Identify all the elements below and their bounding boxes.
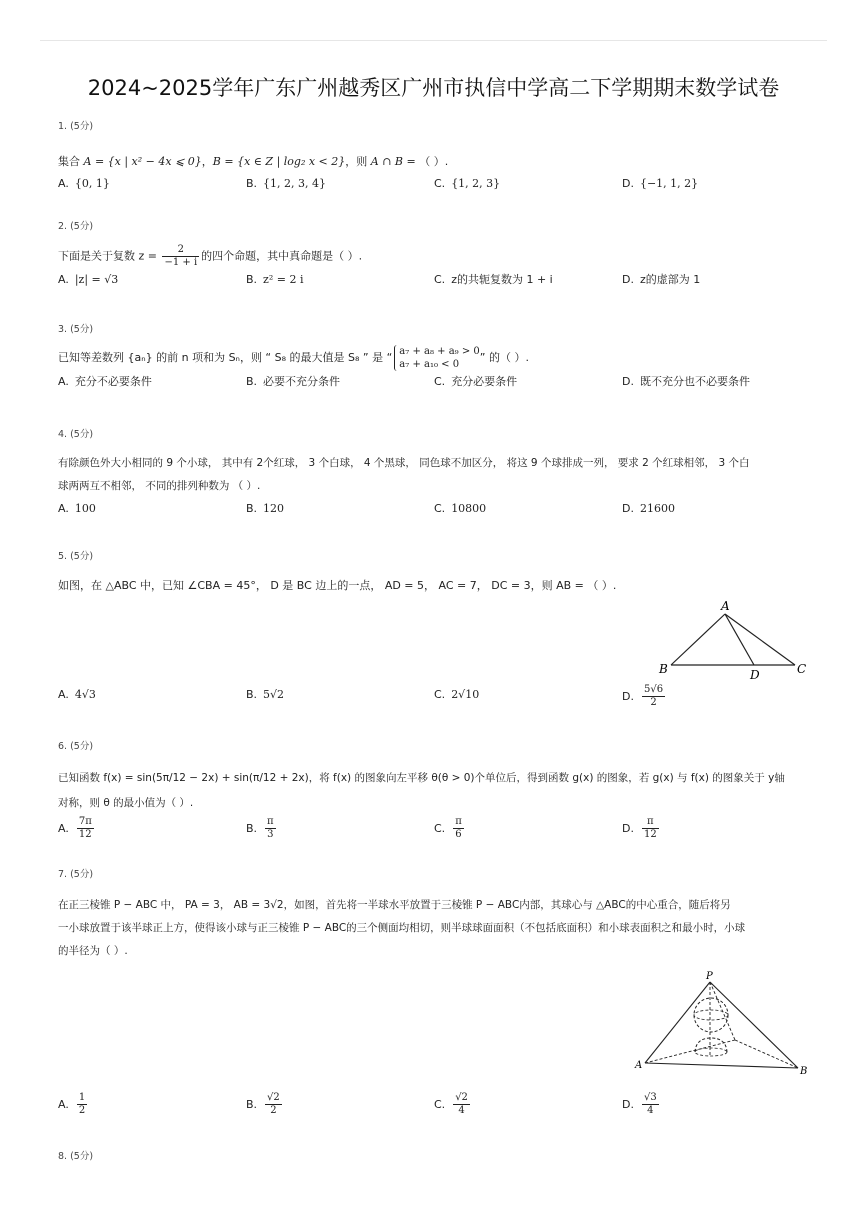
small-sphere [694, 998, 728, 1032]
question-number: 5. (5分) [58, 551, 94, 562]
option-b[interactable]: B. 必要不充分条件 [246, 375, 341, 388]
option-c[interactable]: C. $\frac{√2}{4}$ [434, 1092, 468, 1116]
side-ab [671, 614, 725, 665]
option-a[interactable]: A. |z| = √3 [58, 273, 119, 286]
label-d: D [750, 668, 760, 682]
question-2 [58, 220, 818, 291]
option-c[interactable]: C. {1, 2, 3} [434, 177, 501, 190]
question-7 [58, 868, 818, 963]
fraction: $\frac{2}{-1 + i}$ [164, 244, 198, 268]
edge-pb [710, 982, 798, 1068]
option-a[interactable]: A. $\frac{1}{2}$ [58, 1092, 86, 1116]
option-a[interactable]: A. {0, 1} [58, 177, 110, 190]
question-3 [58, 323, 818, 393]
options [58, 173, 818, 195]
side-ac [725, 614, 795, 665]
hemisphere [695, 1038, 727, 1052]
question-number: 2. (5分) [58, 221, 94, 232]
question-number: 8. (5分) [58, 1151, 94, 1162]
option-d[interactable]: D. z的虚部为 1 [622, 273, 701, 286]
edge-pa [645, 982, 710, 1063]
options [58, 684, 818, 712]
question-stem: 集合 A = {x | x² − 4x ⩽ 0}，B = {x ∈ Z | log₂ x < 2}，则 A ∩ B = （ ）. [58, 155, 449, 168]
option-a[interactable]: A. 4√3 [58, 688, 96, 701]
pyramid-figure [630, 968, 815, 1078]
label-b: B [659, 662, 668, 676]
page-title: 2024~2025学年广东广州越秀区广州市执信中学高二下学期期末数学试卷 [87, 76, 780, 100]
options [58, 1092, 818, 1120]
edge-bc-hidden [735, 1040, 798, 1068]
question-number: 4. (5分) [58, 429, 94, 440]
question-5-options [58, 684, 818, 712]
question-number: 3. (5分) [58, 324, 94, 335]
brace-system: a₇ + a₈ + a₉ > 0 a₇ + a₁₀ < 0 [394, 345, 479, 371]
label-a: A [635, 1060, 643, 1071]
option-d[interactable]: D. $\frac{5√6}{2}$ [622, 684, 664, 708]
question-5 [58, 550, 818, 597]
question-stem: 有除颜色外大小相同的 9 个小球， 其中有 2个红球， 3 个白球， 4 个黑球， 同色球不加区分， 将这 9 个球排成一列， 要求 2 个红球相邻， 3 个白 球两两互不相邻， 不同的排列种数为 （ ）. [58, 457, 750, 492]
option-d[interactable]: D. 既不充分也不必要条件 [622, 375, 750, 388]
option-a[interactable]: A. 充分不必要条件 [58, 375, 152, 388]
option-b[interactable]: B. 120 [246, 502, 285, 515]
sphere-equator [694, 1010, 728, 1020]
edge-ac-hidden [645, 1040, 735, 1063]
option-d[interactable]: D. 21600 [622, 502, 675, 515]
label-a: A [721, 599, 730, 613]
option-b[interactable]: B. $\frac{√2}{2}$ [246, 1092, 280, 1116]
options [58, 816, 818, 844]
question-4 [58, 428, 818, 520]
edge-ab [645, 1063, 798, 1068]
options [58, 498, 818, 520]
option-b[interactable]: B. 5√2 [246, 688, 285, 701]
option-d[interactable]: D. $\frac{\pi}{12}$ [622, 816, 657, 840]
options [58, 269, 818, 291]
question-number: 1. (5分) [58, 121, 94, 132]
option-c[interactable]: C. 充分必要条件 [434, 375, 518, 388]
question-stem: 在正三棱锥 P − ABC 中， PA = 3， AB = 3√2，如图，首先将一半球水平放置于三棱锥 P − ABC内部，其球心与 △ABC的中心重合，随后将另 一小球放置于该半球正上方，使得该小球与正三棱锥 P − ABC的三个侧面均相切，则半球球面面积（不包括底面积）和小球表面积之和最小时，小球 的半径为（ ）. [58, 899, 746, 957]
label-b: B [800, 1066, 808, 1077]
options [58, 371, 818, 393]
option-c[interactable]: C. 2√10 [434, 688, 480, 701]
question-stem: 已知函数 f(x) = sin(5π/12 − 2x) + sin(π/12 + 2x)，将 f(x) 的图象向左平移 θ(θ > 0)个单位后，得到函数 g(x) 的图象，若 g(x) 与 f(x) 的图象关于 y轴 对称，则 θ 的最小值为（ ）. [58, 772, 785, 809]
option-d[interactable]: D. $\frac{√3}{4}$ [622, 1092, 657, 1116]
option-b[interactable]: B. $\frac{\pi}{3}$ [246, 816, 274, 840]
top-divider [40, 40, 827, 41]
question-number: 6. (5分) [58, 741, 94, 752]
label-p: P [706, 971, 713, 982]
triangle-abc-figure [655, 598, 810, 683]
option-c[interactable]: C. z的共轭复数为 1 + i [434, 273, 553, 286]
question-7-options [58, 1092, 818, 1120]
question-6 [58, 740, 818, 844]
option-a[interactable]: A. $\frac{7\pi}{12}$ [58, 816, 92, 840]
question-number: 7. (5分) [58, 869, 94, 880]
label-c: C [797, 662, 807, 676]
question-8 [58, 1150, 818, 1164]
question-stem: 已知等差数列 {aₙ} 的前 n 项和为 Sₙ，则 “ S₈ 的最大值是 S₈ ” 是 “ a₇ + a₈ + a₉ > 0 a₇ + a₁₀ < 0 ” 的（ ）. [58, 346, 529, 370]
question-stem: 下面是关于复数 z = $\frac{2}{-1 + i}$ 的四个命题，其中真命题是（ ）. [58, 244, 363, 268]
segment-ad [725, 614, 754, 665]
option-a[interactable]: A. 100 [58, 502, 96, 515]
question-1 [58, 120, 818, 195]
option-b[interactable]: B. z² = 2 i [246, 273, 304, 286]
option-b[interactable]: B. {1, 2, 3, 4} [246, 177, 327, 190]
option-c[interactable]: C. 10800 [434, 502, 487, 515]
option-d[interactable]: D. {−1, 1, 2} [622, 177, 699, 190]
option-c[interactable]: C. $\frac{\pi}{6}$ [434, 816, 462, 840]
question-stem: 如图，在 △ABC 中，已知 ∠CBA = 45°， D 是 BC 边上的一点， AD = 5， AC = 7， DC = 3，则 AB = （ ）. [58, 579, 617, 592]
